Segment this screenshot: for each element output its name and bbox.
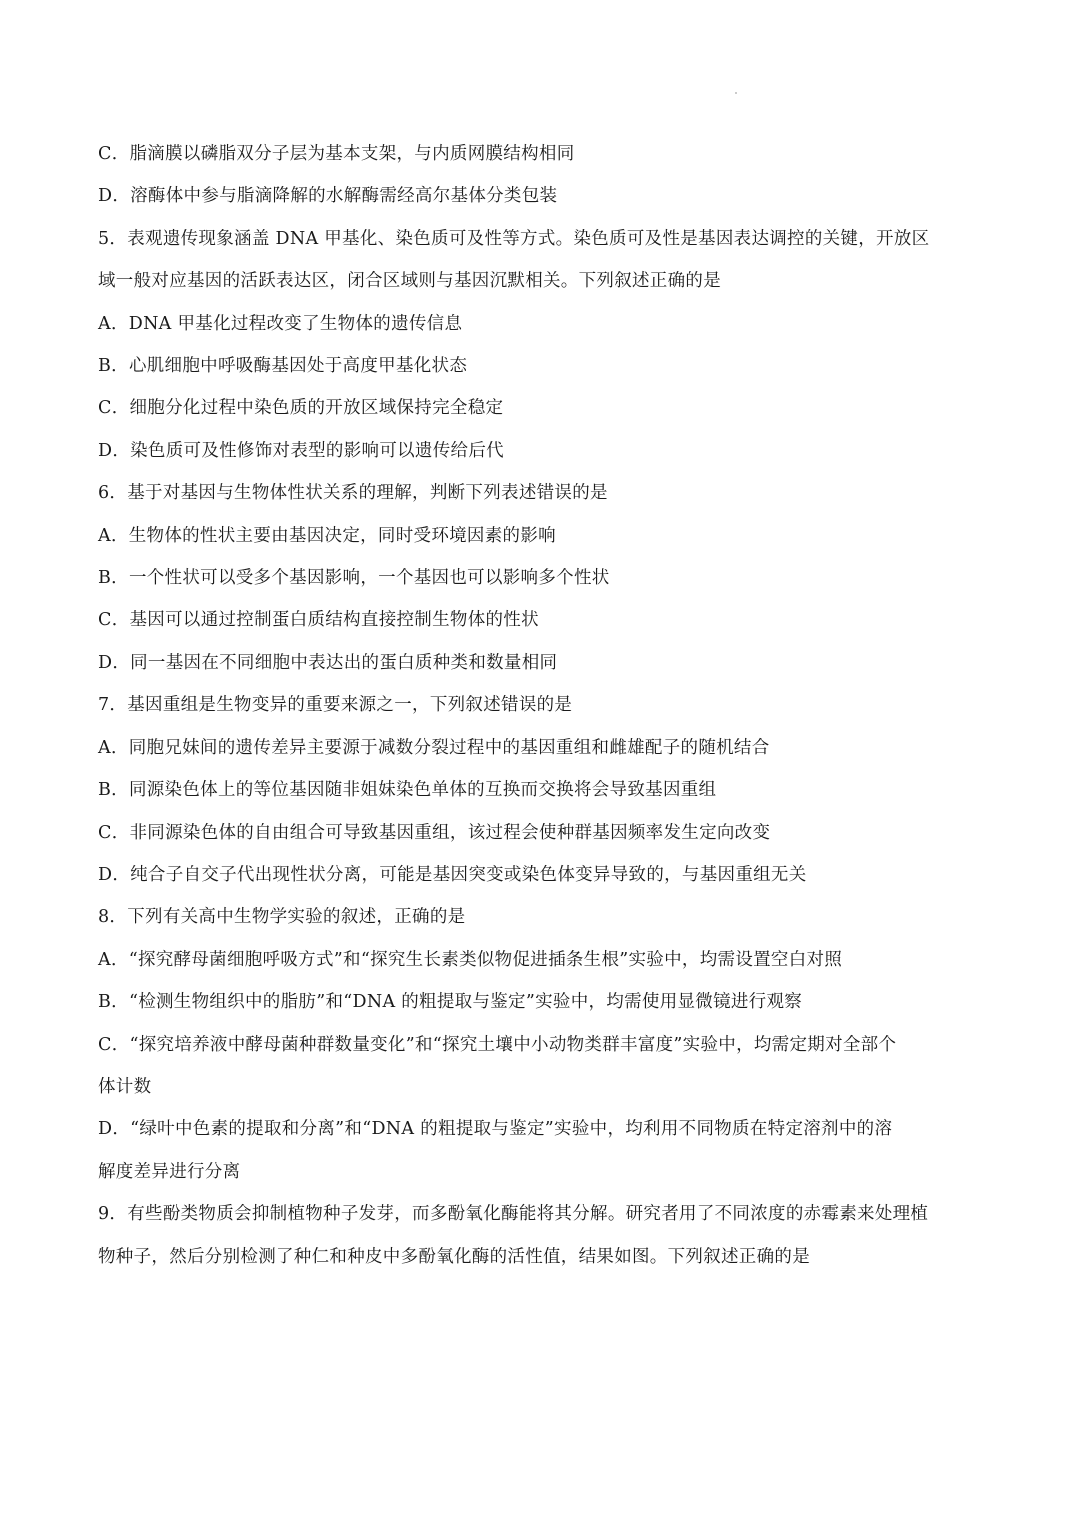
option-6b: B．一个性状可以受多个基因影响，一个基因也可以影响多个性状: [98, 568, 610, 589]
option-4d: D．溶酶体中参与脂滴降解的水解酶需经高尔基体分类包装: [98, 186, 558, 207]
option-6c: C．基因可以通过控制蛋白质结构直接控制生物体的性状: [98, 610, 539, 631]
question-5-stem-line-2: 域一般对应基因的活跃表达区，闭合区域则与基因沉默相关。下列叙述正确的是: [98, 271, 721, 292]
document-body: [98, 133, 988, 1278]
question-6-stem: 6．基于对基因与生物体性状关系的理解，判断下列表述错误的是: [98, 483, 608, 504]
question-5-stem-line-1: 5．表观遗传现象涵盖 DNA 甲基化、染色质可及性等方式。染色质可及性是基因表达调控的关键，开放区: [98, 228, 930, 249]
option-7a: A．同胞兄妹间的遗传差异主要源于减数分裂过程中的基因重组和雌雄配子的随机结合: [98, 737, 770, 758]
option-8b: B．“检测生物组织中的脂肪”和“DNA 的粗提取与鉴定”实验中，均需使用显微镜进行观察: [98, 992, 803, 1013]
question-7-stem: 7．基因重组是生物变异的重要来源之一，下列叙述错误的是: [98, 695, 573, 716]
scan-dot: [735, 92, 737, 94]
question-8-stem: 8．下列有关高中生物学实验的叙述，正确的是: [98, 907, 466, 928]
option-8d-line-2: 解度差异进行分离: [98, 1161, 241, 1182]
option-5c: C．细胞分化过程中染色质的开放区域保持完全稳定: [98, 398, 504, 419]
option-5a: A．DNA 甲基化过程改变了生物体的遗传信息: [98, 313, 463, 334]
option-7d: D．纯合子自交子代出现性状分离，可能是基因突变或染色体变异导致的，与基因重组无关: [98, 864, 807, 885]
option-8a: A．“探究酵母菌细胞呼吸方式”和“探究生长素类似物促进插条生根”实验中，均需设置空白对照: [98, 949, 843, 970]
option-7b: B．同源染色体上的等位基因随非姐妹染色单体的互换而交换将会导致基因重组: [98, 780, 717, 801]
question-9-stem-line-1: 9．有些酚类物质会抑制植物种子发芽，而多酚氧化酶能将其分解。研究者用了不同浓度的赤霉素来处理植: [98, 1204, 929, 1225]
option-6a: A．生物体的性状主要由基因决定，同时受环境因素的影响: [98, 525, 556, 546]
option-8d-line-1: D．“绿叶中色素的提取和分离”和“DNA 的粗提取与鉴定”实验中，均利用不同物质在特定溶剂中的溶: [98, 1119, 893, 1140]
option-5d: D．染色质可及性修饰对表型的影响可以遗传给后代: [98, 440, 504, 461]
question-9-stem-line-2: 物种子，然后分别检测了种仁和种皮中多酚氧化酶的活性值，结果如图。下列叙述正确的是: [98, 1246, 810, 1267]
option-5b: B．心肌细胞中呼吸酶基因处于高度甲基化状态: [98, 356, 468, 377]
option-8c-line-1: C．“探究培养液中酵母菌种群数量变化”和“探究土壤中小动物类群丰富度”实验中，均需定期对全部个: [98, 1034, 897, 1055]
option-6d: D．同一基因在不同细胞中表达出的蛋白质种类和数量相同: [98, 652, 558, 673]
option-7c: C．非同源染色体的自由组合可导致基因重组，该过程会使种群基因频率发生定向改变: [98, 822, 771, 843]
option-8c-line-2: 体计数: [98, 1076, 152, 1097]
option-4c: C．脂滴膜以磷脂双分子层为基本支架，与内质网膜结构相同: [98, 144, 575, 164]
